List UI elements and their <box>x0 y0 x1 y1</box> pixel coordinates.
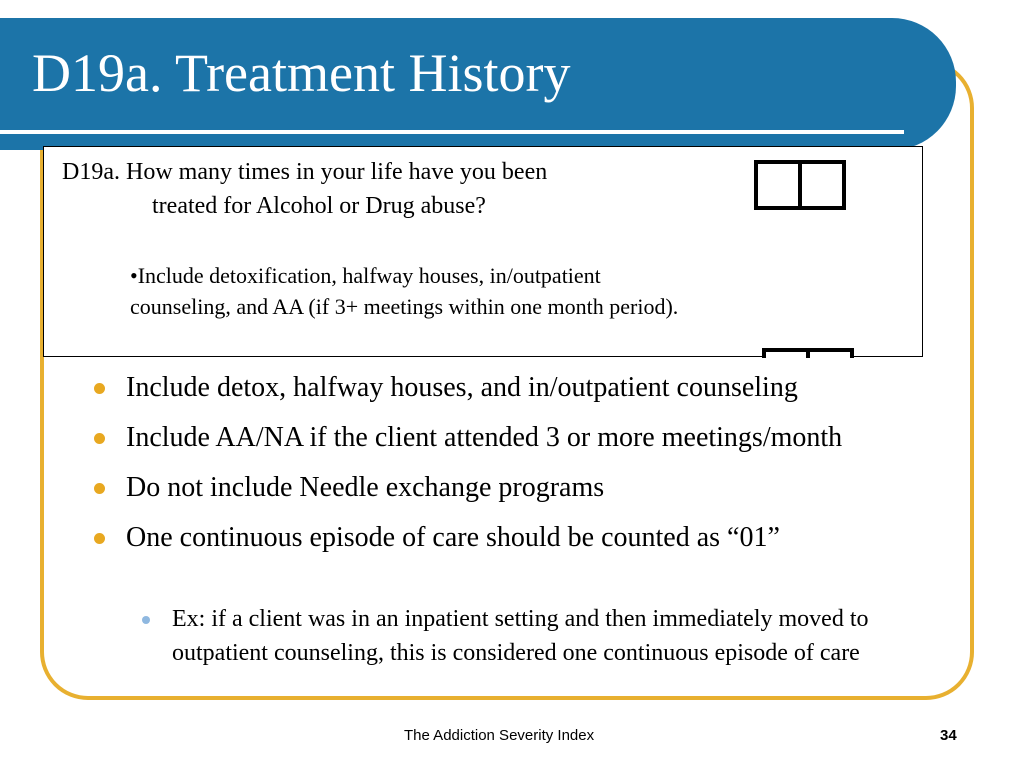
bullet-item <box>92 368 962 408</box>
bullet-dot-icon <box>94 383 105 394</box>
note-line-1: •Include detoxification, halfway houses, in/outpatient <box>130 263 601 288</box>
sub-bullet-list <box>172 602 952 670</box>
question-line-1: D19a. How many times in your life have you been <box>62 159 548 185</box>
answer-digit-box-2 <box>798 164 842 206</box>
bullet-text: Do not include Needle exchange programs <box>126 472 605 503</box>
sub-bullet-dot-icon <box>142 616 150 624</box>
bullet-dot-icon <box>94 483 105 494</box>
bullet-item <box>92 418 962 458</box>
slide-title: D19a. Treatment History <box>32 43 571 103</box>
bullet-dot-icon <box>94 533 105 544</box>
sub-bullet-text: Ex: if a client was in an inpatient setting and then immediately moved to outpatient counseling, this is considered one continuous episode of care <box>172 606 869 666</box>
bullet-text: Include AA/NA if the client attended 3 or more meetings/month <box>126 422 843 453</box>
answer-digit-box-1 <box>758 164 798 206</box>
bullet-text: Include detox, halfway houses, and in/outpatient counseling <box>126 372 798 403</box>
note-line-2: counseling, and AA (if 3+ meetings within one month period). <box>130 294 679 319</box>
bullet-item <box>92 518 962 558</box>
bullet-text: One continuous episode of care should be counted as “01” <box>126 522 780 553</box>
form-instruction-note <box>130 260 850 322</box>
bullet-item <box>92 468 962 508</box>
page-number: 34 <box>940 727 957 744</box>
answer-code-boxes <box>754 160 846 210</box>
partial-digit-box-2 <box>806 352 850 358</box>
partial-digit-box-1 <box>766 352 806 358</box>
partial-code-boxes <box>762 348 854 358</box>
title-divider <box>0 130 904 134</box>
form-question <box>62 155 722 223</box>
question-line-2: treated for Alcohol or Drug abuse? <box>152 193 486 219</box>
bullet-list <box>92 368 962 568</box>
bullet-dot-icon <box>94 433 105 444</box>
footer-title: The Addiction Severity Index <box>404 727 595 744</box>
sub-bullet-item <box>172 602 952 670</box>
